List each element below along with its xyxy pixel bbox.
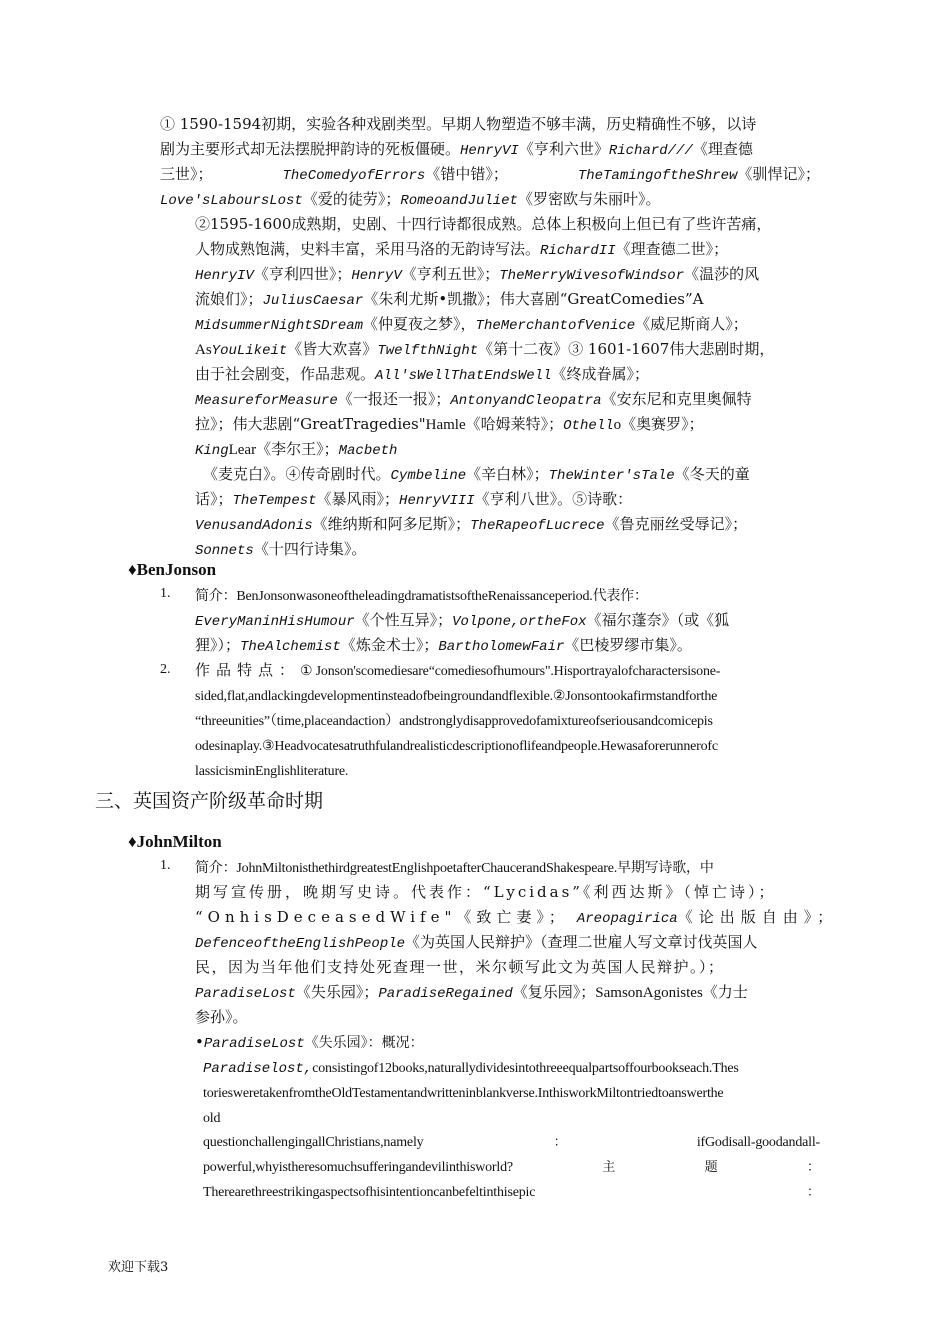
play-title: RomeoandJuliet [400,193,518,209]
play-title: HenryV [351,268,402,284]
text-line: questionchallengingallChristians,namely ： ifGodisall-goodandall- [203,1135,820,1150]
play-title: HenryVI [460,143,519,159]
text-line: ParadiseLost《失乐园》；ParadiseRegained《复乐园》；SamsonAgonistes《力士 [195,983,748,1002]
work-title: DefenceoftheEnglishPeople [195,936,406,952]
text-line: KingLear《李尔王》；Macbeth [195,440,398,459]
text-line: 狸》）；TheAlchemist《炼金术士》；BartholomewFair《巴棱罗缪市集》。 [195,636,692,655]
text-line: ① 1590-1594初期，实验各种戏剧类型。早期人物塑造不够丰满，历史精确性不够，以诗 [160,115,757,133]
play-title: AntonyandCleopatra [450,393,602,409]
text-line: 民，因为当年他们支持处死查理一世，米尔顿写此文为英国人民辩护。）； [195,958,725,976]
paradise-lost-summary [203,1055,820,1205]
work-title: ParadiseLost [203,1036,305,1052]
text-line: old [203,1111,221,1126]
text-line: “threeunities”（time,placeandaction）andstronglydisapprovedofamixtureofseriousandcomicepis [195,714,713,729]
text-line: 简介：BenJonsonwasoneoftheleadingdramatistsoftheRenaissanceperiod.代表作： [195,589,648,604]
text-line: AsYouLikeit《皆大欢喜》TwelfthNight《第十二夜》③ 1601-1607伟大悲剧时期， [195,340,775,359]
text-line: Paradiselost,consistingof12books,naturallydividesintothreeequalpartsoffourbookseach.Thes [203,1061,739,1077]
text-line: 拉》；伟大悲剧“GreatTragedies"Hamle《哈姆莱特》；Othello《奥赛罗》； [195,415,704,434]
play-title: TheComedyofErrors [282,168,426,184]
text-line: 三世》； TheComedyofErrors《错中错》； TheTamingoftheShrew《驯悍记》； [160,165,820,184]
play-title: HenryIV [195,268,254,284]
milton-intro [195,855,839,1055]
text-line: MidsummerNightSDream《仲夏夜之梦》，TheMerchantofVenice《威尼斯商人》； [195,315,748,334]
play-title: TwelfthNight [377,343,479,359]
play-title: TheTempest [232,493,317,509]
list-number: 1. [160,858,171,873]
text-line: MeasureforMeasure《一报还一报》；AntonyandCleopatra《安东尼和克里奥佩特 [195,390,752,409]
text-line: 作品特点：① Jonson'scomediesare“comediesofhumours".Hisportrayalofcharactersisone- [195,661,721,679]
text-line: 《麦克白》。④传奇剧时代。Cymbeline《辛白林》；TheWinter'sTale《冬天的童 [203,465,750,484]
text-line: lassicisminEnglishliterature. [195,764,349,779]
text-line: EveryManinHisHumour《个性互异》；Volpone,ortheFox《福尔蓬奈》（或《狐 [195,611,730,630]
play-title: HenryVIII [399,493,475,509]
play-title: TheRapeofLucrece [470,518,605,534]
text-line: 简介：JohnMiltonisthethirdgreatestEnglishpoetafterChaucerandShakespeare.早期写诗歌，中 [195,861,714,876]
text-line: 剧为主要形式却无法摆脱押韵诗的死板僵硬。HenryVI《亨利六世》Richard///《理查德 [160,140,753,159]
work-title: Paradiselost, [203,1061,313,1077]
page-footer: 欢迎下载3 [108,1260,169,1275]
play-title: Love'sLaboursLost [160,193,303,209]
text-line: powerful,whyistheresomuchsufferingandevilinthisworld? 主 题 ： [203,1160,820,1175]
text-line: Sonnets《十四行诗集》。 [195,540,367,559]
play-title: Richard/// [608,143,693,159]
play-title: TheWinter'sTale [548,468,675,484]
play-title: MidsummerNightSDream [195,318,364,334]
work-title: ParadiseRegained [378,986,513,1002]
text-line: 由于社会剧变，作品悲观。All'sWellThatEndsWell《终成眷属》； [195,365,649,384]
text-line: DefenceoftheEnglishPeople《为英国人民辩护》（查理二世雇人写文章讨伐英国人 [195,933,758,952]
text-line: 期写宣传册，晚期写史诗。代表作：“Lycidas”《利西达斯》（悼亡诗）； [195,883,777,901]
text-line: toriesweretakenfromtheOldTestamentandwritteninblankverse.InthisworkMiltontriedtoanswerthe [203,1086,724,1101]
text-line: 话》；TheTempest《暴风雨》；HenryVIII《亨利八世》。⑤诗歌： [195,490,633,509]
text-line: “OnhisDeceasedWife"《致亡妻》； Areopagirica《论出版自由》； [195,908,839,927]
work-title: Areopagirica [576,911,678,927]
play-title: All'sWellThatEndsWell [375,368,552,384]
play-title: YouLikeit [211,343,288,359]
section-heading-john-milton: ♦JohnMilton [128,832,222,851]
text-line: odesinaplay.③Headvocatesatruthfulandrealisticdescriptionoflifeandpeople.Hewasaforerunnerofc [195,739,718,754]
play-title: Hamle [425,417,466,433]
play-title: Cymbeline [390,468,467,484]
text-line: sided,flat,andlackingdevelopmentinsteadofbeingroundandflexible.②Jonsontookafirmstandforthe [195,689,718,704]
section-heading-3: 三、英国资产阶级革命时期 [95,790,324,812]
play-title: King [195,443,229,459]
period-early-paragraph [160,112,820,212]
play-title: TheTamingoftheShrew [577,168,738,184]
play-title: EveryManinHisHumour [195,614,355,630]
text-line: 参孙》。 [195,1008,248,1026]
jonson-features [195,658,820,783]
text-line: Love'sLaboursLost《爱的徒劳》；RomeoandJuliet《罗密欧与朱丽叶》。 [160,190,661,209]
play-title: JuliusCaesar [262,293,364,309]
play-title: Volpone,ortheFox [452,614,587,630]
play-title: TheAlchemist [240,639,341,655]
section-heading-ben-jonson: ♦BenJonson [128,560,217,579]
play-title: Othell [563,418,614,434]
work-title: ParadiseLost [195,986,296,1002]
play-title: RichardII [540,243,616,259]
text-line: HenryIV《亨利四世》；HenryV《亨利五世》；TheMerryWivesofWindsor《温莎的风 [195,265,760,284]
text-line: VenusandAdonis《维纳斯和阿多尼斯》；TheRapeofLucrece《鲁克丽丝受辱记》； [195,515,748,534]
text-line: Therearethreestrikingaspectsofhisintentioncanbefeltinthisepic ： [203,1185,820,1200]
period-mature-paragraph [195,212,820,562]
text-line: •ParadiseLost《失乐园》：概况： [195,1033,424,1052]
play-title: MeasureforMeasure [195,393,338,409]
play-title: VenusandAdonis [195,518,313,534]
play-title: BartholomewFair [438,639,565,655]
text-line: 人物成熟饱满，史料丰富，采用马洛的无韵诗写法。RichardII《理查德二世》； [195,240,729,259]
text-line: ②1595-1600成熟期，史剧、十四行诗都很成熟。总体上积极向上但已有了些许苦痛， [195,215,772,233]
list-number: 1. [160,586,171,601]
play-title: Macbeth [338,443,398,459]
play-title: Sonnets [195,543,254,559]
jonson-intro [195,583,820,658]
play-title: TheMerryWivesofWindsor [499,268,685,284]
text-line: 流娘们》；JuliusCaesar《朱利尤斯•凯撒》；伟大喜剧“GreatComedies”A [195,290,704,309]
list-number: 2. [160,662,171,677]
play-title: TheMerchantofVenice [475,318,636,334]
